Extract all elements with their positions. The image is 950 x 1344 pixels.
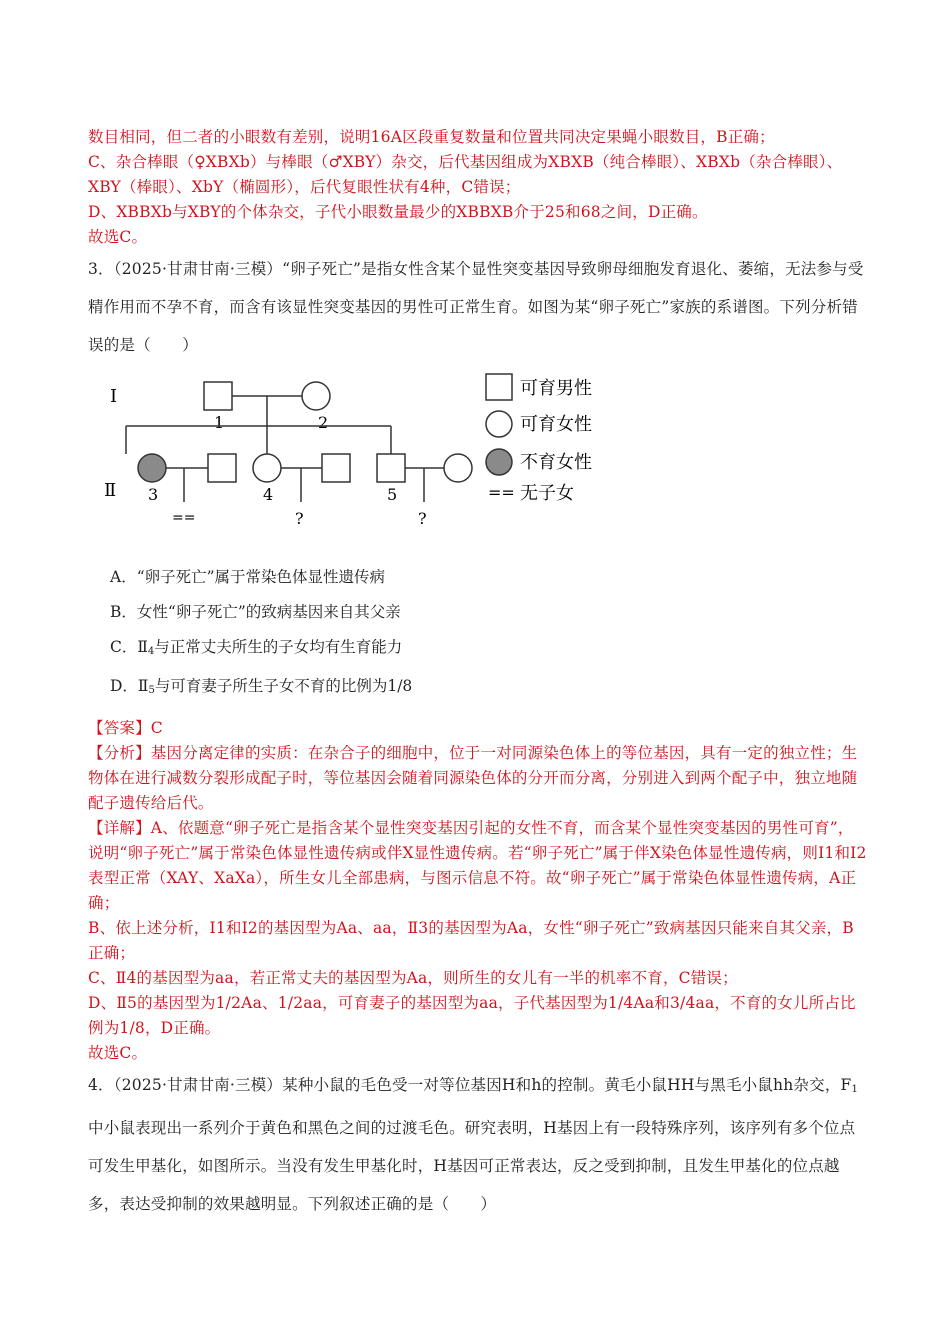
option-b: B．女性“卵子死亡”的致病基因来自其父亲 [110,603,401,621]
legend-eq-symbol: == [488,483,515,502]
legend-male-symbol [486,374,512,400]
legend-affected-symbol [486,449,512,475]
conclusion: 故选C。 [88,1044,148,1062]
individual-II3-spouse-male [208,454,236,482]
legend-fertile-male: 可育男性 [520,378,592,399]
prev-explanation-d: D、XBBXb与XBY的个体杂交，子代小眼数量最少的XBBXB介于25和68之间，D正确。 [88,203,708,221]
legend-female-symbol [486,411,512,437]
option-d-subscript: 5 [148,685,155,696]
label-I2: 2 [318,413,329,432]
document-page [88,125,868,1223]
analysis: 【分析】基因分离定律的实质：在杂合子的细胞中，位于一对同源染色体上的等位基因，具有一定的独立性；生物体在进行减数分裂形成配子时，等位基因会随着同源染色体的分开而分离，分别进入到两个配子中，独立地随配子遗传给后代。 [88,744,858,812]
generation-1-label: Ⅰ [110,386,118,407]
option-a: A．“卵子死亡”属于常染色体显性遗传病 [110,568,386,586]
prev-explanation-c: C、杂合棒眼（♀XBXb）与棒眼（♂XBY）杂交，后代基因组成为XBXB（纯合棒眼）、XBXb（杂合棒眼）、XBY（棒眼）、XbY（椭圆形），后代复眼性状有4种，C错误； [88,153,843,196]
individual-II3-infertile-female [138,454,166,482]
individual-II4-female [253,454,281,482]
option-d [110,669,868,708]
individual-I2-female [302,382,330,410]
detail-a: 【详解】A、依题意“卵子死亡是指含某个显性突变基因引起的女性不育，而含某个显性突变基因的男性可育”，说明“卵子死亡”属于常染色体显性遗传病或伴X显性遗传病。若“卵子死亡”属于伴X染色体显性遗传病，则Ⅰ1和Ⅰ2表型正常（XAY、XaXa），所生女儿全部患病，与图示信息不符。故“卵子死亡”属于常染色体显性遗传病，A正确； [88,819,867,912]
label-I1: 1 [214,413,225,432]
q4-stem-subscript: 1 [851,1084,859,1095]
legend-fertile-female: 可育女性 [520,414,592,435]
question-4-stem [88,1066,868,1223]
option-c-text: 与正常丈夫所生的子女均有生育能力 [154,638,403,656]
q4-stem-b: 中小鼠表现出一系列介于黄色和黑色之间的过渡毛色。研究表明，H基因上有一段特殊序列，该序列有多个位点可发生甲基化，如图所示。当没有发生甲基化时，H基因可正常表达，反之受到抑制，且发生甲基化的位点越多，表达受抑制的效果越明显。下列叙述正确的是（ ） [88,1119,856,1213]
legend-no-children: 无子女 [520,483,574,504]
individual-I1-male [204,382,232,410]
option-c [110,630,868,669]
option-c-prefix: C．Ⅱ [110,638,148,656]
answer: 【答案】C [88,719,163,737]
pedigree-chart [96,368,616,548]
label-II3: 3 [148,485,159,504]
option-d-text: 与可育妻子所生子女不育的比例为1/8 [154,677,413,695]
detail-c: C、Ⅱ4的基因型为aa，若正常丈夫的基因型为Aa，则所生的女儿有一半的机率不育，C错误； [88,969,738,987]
option-c-subscript: 4 [147,646,155,657]
generation-2-label: Ⅱ [104,480,117,501]
label-II5: 5 [387,485,398,504]
question-3-stem: 3．（2025·甘肃甘南·三模）“卵子死亡”是指女性含某个显性突变基因导致卵母细胞发育退化、萎缩，无法参与受精作用而不孕不育，而含有该显性突变基因的男性可正常生育。如图为某“卵子死亡”家族的系谱图。下列分析错误的是（ ） [88,260,864,354]
unknown-offspring-II4: ? [295,509,304,528]
legend-infertile-female: 不育女性 [520,452,592,473]
individual-II4-spouse-male [322,454,350,482]
pedigree-figure [96,368,616,548]
label-II4: 4 [263,485,274,504]
individual-II5-spouse-female [444,454,472,482]
option-d-prefix: D．Ⅱ [110,677,149,695]
prev-explanation-line: 数目相同，但二者的小眼数有差别，说明16A区段重复数量和位置共同决定果蝇小眼数目，B正确； [88,128,775,146]
detail-b: B、依上述分析，Ⅰ1和Ⅰ2的基因型为Aa、aa，Ⅱ3的基因型为Aa，女性“卵子死亡”致病基因只能来自其父亲，B正确； [88,919,854,962]
prev-conclusion: 故选C。 [88,228,148,246]
individual-II5-male [377,454,405,482]
q4-stem-a: 4．（2025·甘肃甘南·三模）某种小鼠的毛色受一对等位基因H和h的控制。黄毛小鼠HH与黑毛小鼠hh杂交，F [88,1076,852,1094]
unknown-offspring-II5: ? [418,509,427,528]
detail-d: D、Ⅱ5的基因型为1/2Aa、1/2aa，可育妻子的基因型为aa，子代基因型为1/4Aa和3/4aa，不育的女儿所占比例为1/8，D正确。 [88,994,856,1037]
no-children-mark: == [172,510,196,526]
